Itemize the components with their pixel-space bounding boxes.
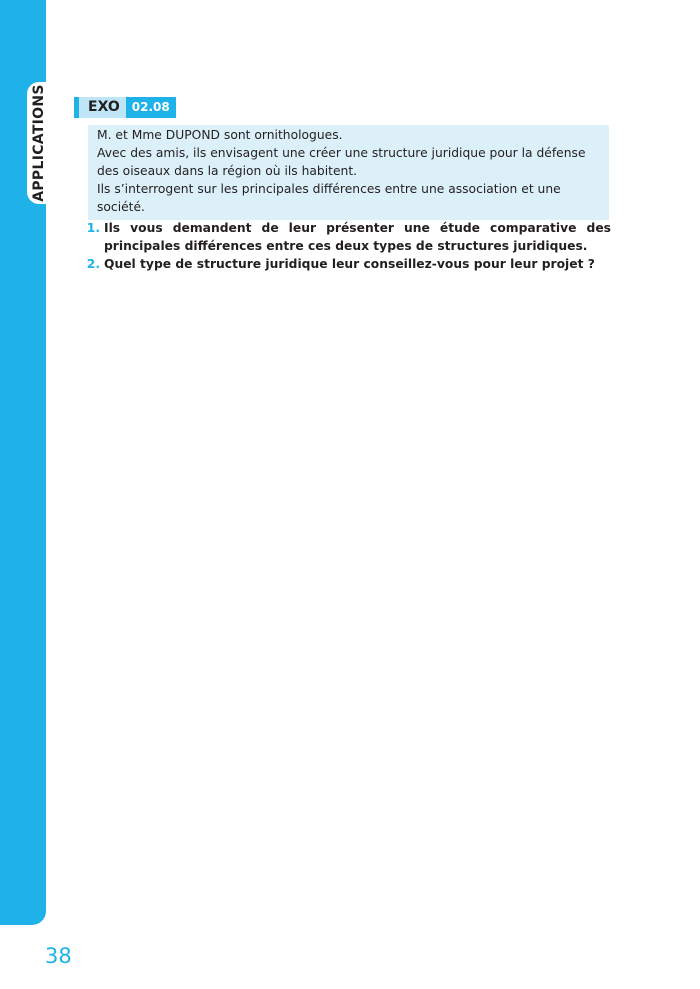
context-line: M. et Mme DUPOND sont ornithologues.	[97, 128, 343, 142]
context-line: Ils s’interrogent sur les principales différences entre une association et une société.	[97, 182, 561, 214]
question-number: 2.	[86, 257, 100, 271]
badge-number: 02.08	[126, 97, 176, 118]
question-item	[84, 219, 611, 255]
question-text: Quel type de structure juridique leur conseillez-vous pour leur projet ?	[104, 257, 595, 271]
question-item	[84, 255, 611, 273]
question-list	[84, 219, 611, 273]
page-number: 38	[45, 944, 72, 968]
question-text: Ils vous demandent de leur présenter une étude comparative des principales différences entre ces deux types de structures juridiques.	[104, 221, 611, 253]
context-box	[88, 125, 609, 220]
exercise-badge	[74, 97, 176, 118]
context-line: Avec des amis, ils envisagent une créer une structure juridique pour la défense des oiseaux dans la région où ils habitent.	[97, 146, 586, 178]
badge-word: EXO	[79, 97, 126, 118]
question-number: 1.	[86, 221, 100, 235]
section-label: APPLICATIONS	[31, 84, 47, 202]
